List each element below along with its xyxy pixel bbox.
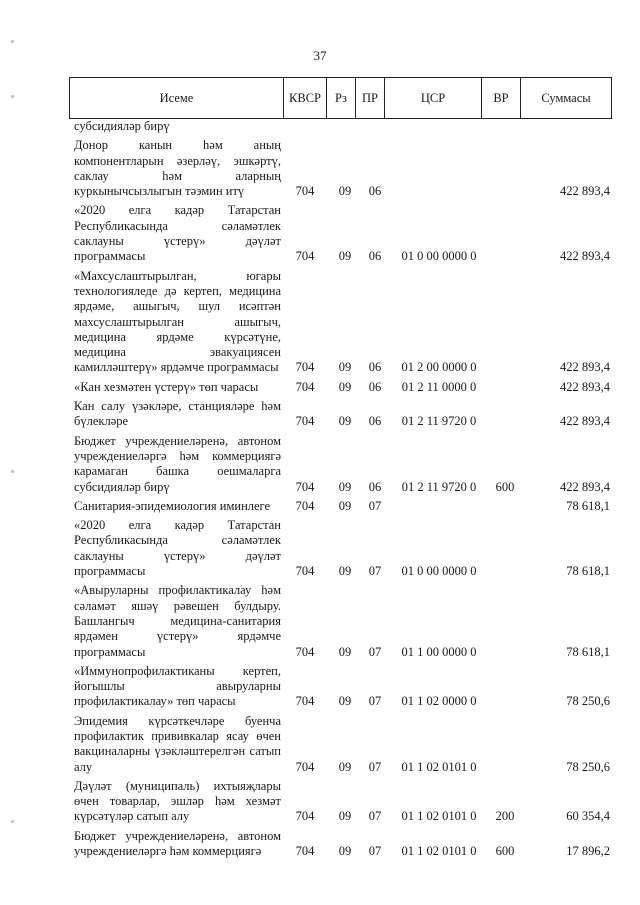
- column-header-csr: ЦСР: [385, 78, 482, 119]
- cell-pr: 06: [368, 379, 382, 394]
- table-row: [69, 399, 612, 430]
- column-header-rz: Рз: [327, 78, 356, 119]
- cell-kvsr: 704: [295, 414, 315, 429]
- row-name: Бюджет учреждениеләренә, автоном учреждениеләргә һәм коммерциягә: [74, 828, 281, 859]
- cell-sum: 78 618,1: [566, 644, 610, 659]
- cell-pr: 07: [368, 498, 382, 513]
- page-number: 37: [313, 48, 327, 63]
- cell-rz: 09: [338, 479, 352, 494]
- row-name: Донор канын һәм аның компонентларын әзерләү, эшкәртү, саклау һәм аларның куркынычсызлыгын тәэмин итү: [74, 138, 281, 199]
- column-header-pr: ПР: [356, 78, 385, 119]
- cell-kvsr: 704: [295, 249, 315, 264]
- cell-vr: 600: [495, 479, 515, 494]
- table-row: [69, 779, 612, 825]
- cell-sum: 422 893,4: [560, 360, 610, 375]
- cell-rz: 09: [338, 414, 352, 429]
- cell-csr: 01 1 02 0101 0: [401, 759, 477, 774]
- cell-pr: 06: [368, 249, 382, 264]
- cell-rz: 09: [338, 644, 352, 659]
- cell-rz: 09: [338, 809, 352, 824]
- cell-vr: 200: [495, 809, 515, 824]
- row-name: Дәүләт (муниципаль) ихтыяҗлары өчен товарлар, эшләр һәм хезмәт күрсәтүләр сатып алу: [74, 778, 281, 824]
- cell-sum: 422 893,4: [560, 479, 610, 494]
- cell-csr: 01 2 11 9720 0: [401, 414, 477, 429]
- table-row: [69, 829, 612, 860]
- cell-csr: 01 1 00 0000 0: [401, 644, 477, 659]
- cell-kvsr: 704: [295, 498, 315, 513]
- cell-kvsr: 704: [295, 360, 315, 375]
- cell-rz: 09: [338, 249, 352, 264]
- cell-pr: 07: [368, 809, 382, 824]
- table-row: [69, 434, 612, 495]
- cell-pr: 06: [368, 360, 382, 375]
- cell-pr: 06: [368, 414, 382, 429]
- cell-rz: 09: [338, 694, 352, 709]
- column-header-vr: ВР: [482, 78, 521, 119]
- table-row: [69, 583, 612, 659]
- cell-rz: 09: [338, 564, 352, 579]
- row-name: Эпидемия күрсәткечләре буенча профилактик прививкалар ясау өчен вакциналарны үзәкләштерелгән сатып алу: [74, 713, 281, 774]
- cell-pr: 06: [368, 184, 382, 199]
- row-name: Бюджет учреждениеләренә, автоном учреждениеләргә һәм коммерциягә карамаган башка оешмаларга субсидияләр бирү: [74, 433, 281, 494]
- cell-sum: 422 893,4: [560, 414, 610, 429]
- cell-sum: 422 893,4: [560, 184, 610, 199]
- cell-pr: 06: [368, 479, 382, 494]
- table-row: [69, 664, 612, 710]
- cell-csr: 01 0 00 0000 0: [401, 564, 477, 579]
- row-name: субсидияләр бирү: [74, 119, 170, 133]
- row-name: «Махсуслаштырылган, югары технологияледе дә кертеп, медицина ярдәме, ашыгыч, шул исәптән махсуслаштырылган ашыгыч, медицина ярдәме күрсәтүне, медицина эвакуациясен камилләштерү» ярдәмче программасы: [74, 268, 281, 375]
- scan-dot: [11, 95, 14, 98]
- table-row: [69, 138, 612, 199]
- cell-kvsr: 704: [295, 479, 315, 494]
- cell-pr: 07: [368, 564, 382, 579]
- scan-dot: [11, 820, 14, 823]
- cell-csr: 01 2 11 0000 0: [401, 379, 477, 394]
- cell-sum: 422 893,4: [560, 249, 610, 264]
- cell-rz: 09: [338, 360, 352, 375]
- table-row: [69, 203, 612, 264]
- cell-kvsr: 704: [295, 644, 315, 659]
- cell-sum: 78 618,1: [566, 564, 610, 579]
- cell-sum: 60 354,4: [566, 809, 610, 824]
- row-name: «2020 елга кадәр Татарстан Республикасында сәламәтлек саклауны үстерү» дәүләт программасы: [74, 203, 281, 264]
- column-header-name: Исеме: [70, 78, 284, 119]
- cell-rz: 09: [338, 759, 352, 774]
- cell-pr: 07: [368, 759, 382, 774]
- row-name: «Иммунопрофилактиканы кертеп, йогышлы авыруларны профилактикалау» төп чарасы: [74, 663, 281, 709]
- cell-sum: 78 250,6: [566, 759, 610, 774]
- cell-pr: 07: [368, 644, 382, 659]
- table-row: [69, 499, 612, 514]
- cell-csr: 01 1 02 0101 0: [401, 809, 477, 824]
- cell-kvsr: 704: [295, 379, 315, 394]
- scan-dot: [11, 40, 14, 43]
- cell-pr: 07: [368, 694, 382, 709]
- cell-csr: 01 1 02 0101 0: [401, 844, 477, 859]
- table-header: [69, 77, 612, 119]
- cell-kvsr: 704: [295, 844, 315, 859]
- cell-csr: 01 1 02 0000 0: [401, 694, 477, 709]
- cell-kvsr: 704: [295, 184, 315, 199]
- cell-kvsr: 704: [295, 809, 315, 824]
- cell-rz: 09: [338, 844, 352, 859]
- cell-rz: 09: [338, 184, 352, 199]
- table-row: [69, 714, 612, 775]
- table-row: [69, 518, 612, 579]
- cell-sum: 17 896,2: [566, 844, 610, 859]
- column-header-sum: Суммасы: [521, 78, 612, 119]
- cell-csr: 01 0 00 0000 0: [401, 249, 477, 264]
- column-header-kvsr: КВСР: [284, 78, 327, 119]
- cell-sum: 78 250,6: [566, 694, 610, 709]
- cell-rz: 09: [338, 498, 352, 513]
- row-name: «Авыруларны профилактикалау һәм сәламәт яшәү рәвешен булдыру. Башлангыч медицина-санитария ярдәмен үстерү» ярдәмче программасы: [74, 583, 281, 659]
- row-name: Санитария-эпидемиология иминлеге: [74, 498, 271, 513]
- table-row: [69, 119, 612, 134]
- table-row: [69, 380, 612, 395]
- row-name: «2020 елга кадәр Татарстан Республикасында сәламәтлек саклауны үстерү» дәүләт программасы: [74, 518, 281, 579]
- table-row: [69, 269, 612, 376]
- cell-rz: 09: [338, 379, 352, 394]
- cell-kvsr: 704: [295, 759, 315, 774]
- cell-kvsr: 704: [295, 694, 315, 709]
- cell-csr: 01 2 00 0000 0: [401, 360, 477, 375]
- cell-vr: 600: [495, 844, 515, 859]
- cell-kvsr: 704: [295, 564, 315, 579]
- cell-sum: 78 618,1: [566, 498, 610, 513]
- cell-csr: 01 2 11 9720 0: [401, 479, 477, 494]
- cell-sum: 422 893,4: [560, 379, 610, 394]
- cell-pr: 07: [368, 844, 382, 859]
- row-name: «Кан хезмәтен үстерү» төп чарасы: [74, 379, 259, 394]
- row-name: Кан салу үзәкләре, станцияләре һәм бүлекләре: [74, 399, 281, 429]
- scan-dot: [11, 470, 14, 473]
- table-body: [69, 119, 612, 859]
